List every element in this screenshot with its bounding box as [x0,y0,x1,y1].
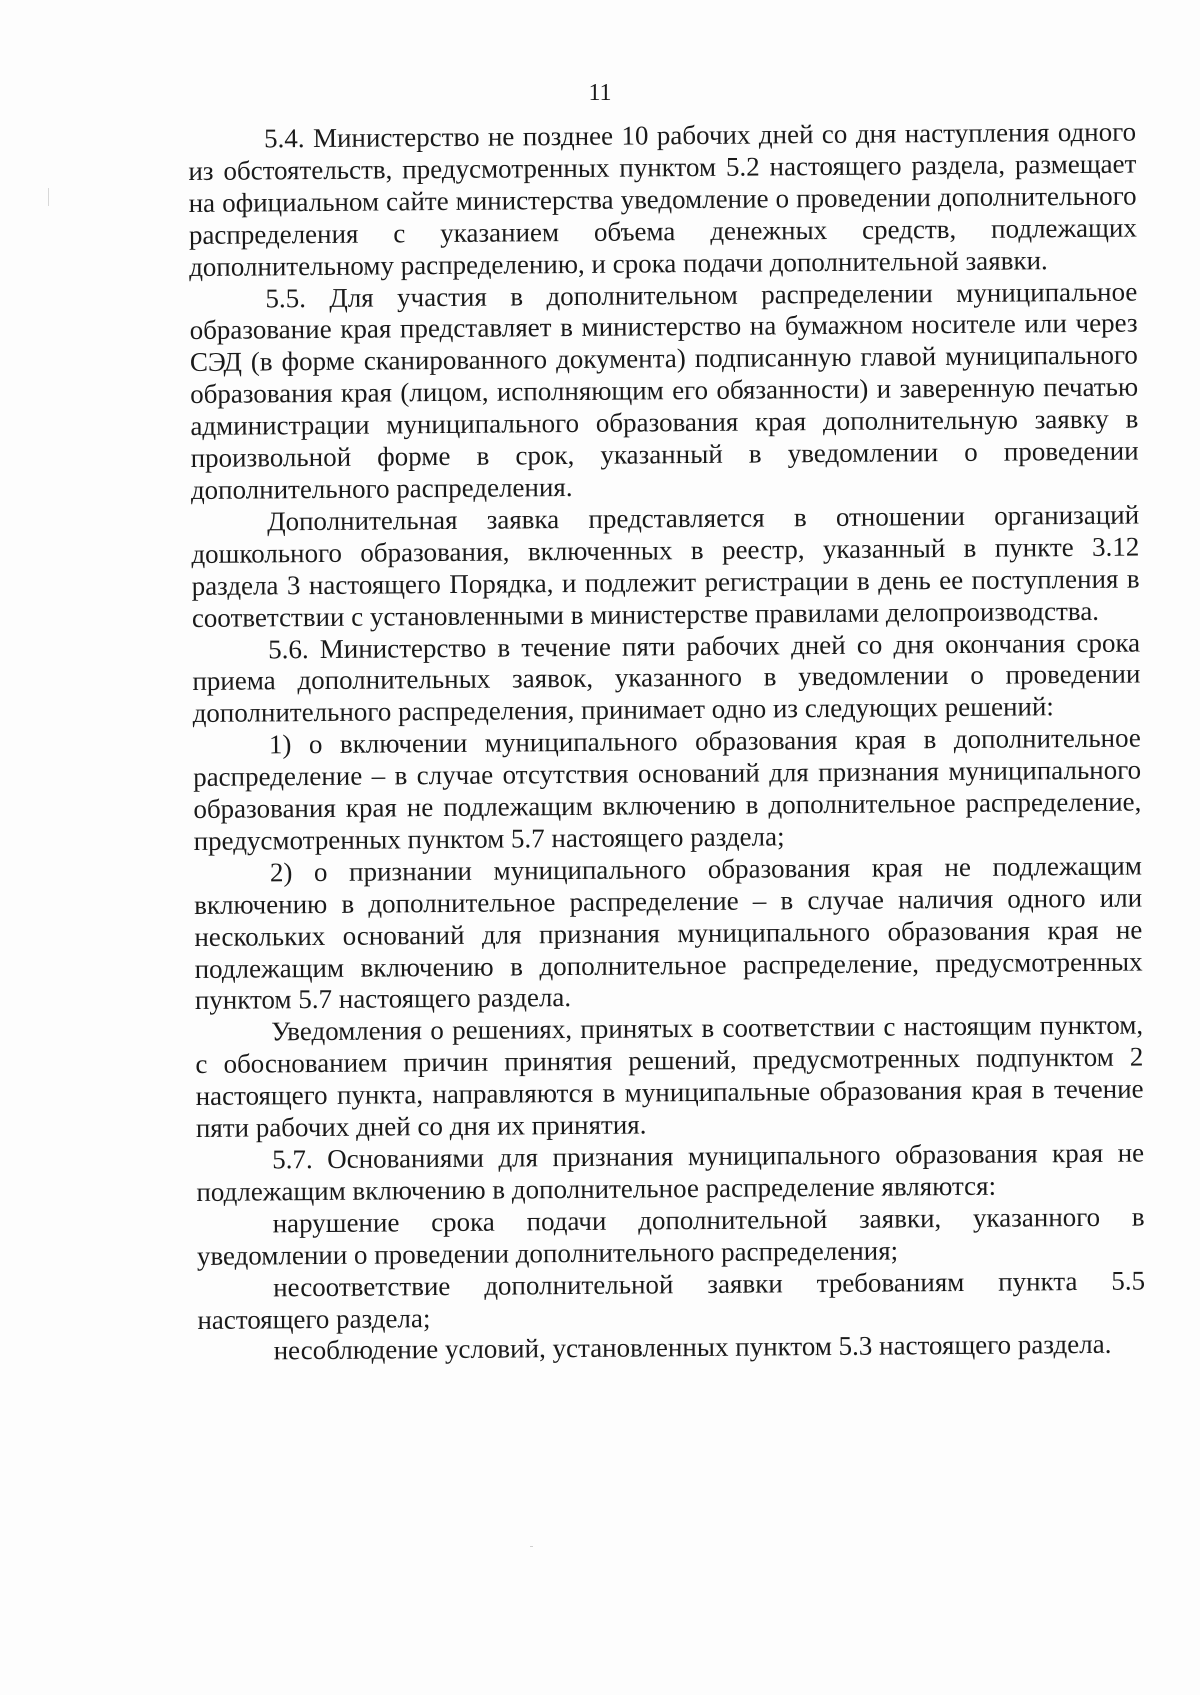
paragraph-5-6: 5.6. Министерство в течение пяти рабочих дней со дня окончания срока приема дополнительных заявок, указанного в уведомлении о проведении дополнительного распределения, принимает одно из следующих решений: [192,627,1141,729]
paragraph-5-5: 5.5. Для участия в дополнительном распределении муниципальное образование края представляет в министерство на бумажном носителе или через СЭД (в форме сканированного документа) подписанную главой муниципального образования края (лицом, исполняющим его обязанности) и заверенную печатью администрации муниципального образования края дополнительную заявку в произвольной форме в срок, указанный в уведомлении о проведении дополнительного распределения. [189,276,1139,505]
paragraph-5-7-ground-2: несоответствие дополнительной заявки требованиям пункта 5.5 настоящего раздела; [197,1265,1146,1335]
paragraph-5-6-item-1: 1) о включении муниципального образования края в дополнительное распределение – в случае отсутствия оснований для признания муниципального образования края не подлежащим включению в дополнительное распределение, предусмотренных пунктом 5.7 настоящего раздела; [193,722,1142,856]
paragraph-5-7-ground-3: несоблюдение условий, установленных пунктом 5.3 настоящего раздела. [273,1329,1112,1366]
document-body [188,117,1146,1369]
paragraph-5-7: 5.7. Основаниями для признания муниципального образования края не подлежащим включению в дополнительное распределение являются: [196,1137,1145,1207]
paragraph-notifications: Уведомления о решениях, принятых в соответствии с настоящим пунктом, с обоснованием причин принятия решений, предусмотренных подпунктом 2 настоящего пункта, направляются в муниципальные образования края в течение пяти рабочих дней со дня их принятия. [195,1009,1144,1144]
page-number: 11 [588,80,612,106]
paragraph-additional-application: Дополнительная заявка представляется в отношении организаций дошкольного образования, включенных в реестр, указанный в пункте 3.12 раздела 3 настоящего Порядка, и подлежит регистрации в день ее поступления в соответствии с установленными в министерстве правилами делопроизводства. [191,499,1140,633]
paragraph-5-4: 5.4. Министерство не позднее 10 рабочих дней со дня наступления одного из обстоятельств, предусмотренных пунктом 5.2 настоящего раздела, размещает на официальном сайте министерства уведомление о проведении дополнительного распределения с указанием объема денежных средств, подлежащих дополнительному распределению, и срока подачи дополнительной заявки. [188,116,1137,282]
paragraph-5-7-ground-1: нарушение срока подачи дополнительной заявки, указанного в уведомлении о проведении дополнительного распределения; [196,1201,1145,1271]
paragraph-5-6-item-2: 2) о признании муниципального образования края не подлежащим включению в дополнительное распределение – в случае наличия одного или нескольких оснований для признания муниципального образования края не подлежащим включению в дополнительное распределение, предусмотренных пунктом 5.7 настоящего раздела. [194,850,1143,1016]
scan-artifact [48,188,49,206]
scan-artifact-dot [530,1546,533,1547]
